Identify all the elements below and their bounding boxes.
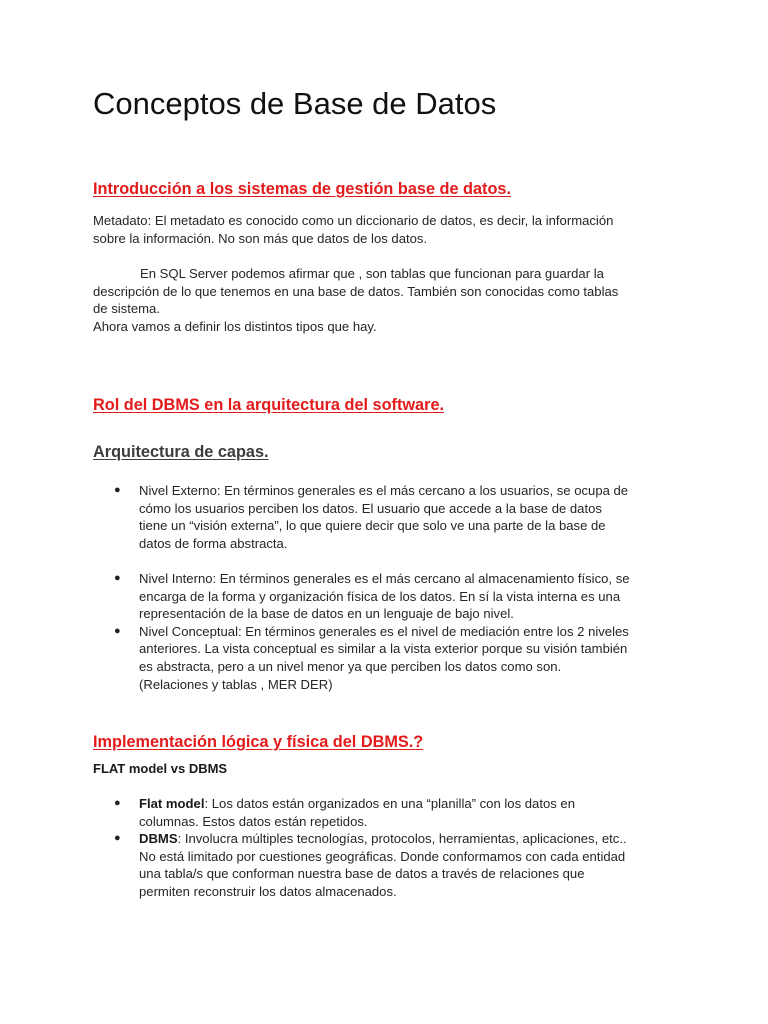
subheading-arquitectura-capas: Arquitectura de capas. — [93, 443, 269, 461]
list-item-line: (Relaciones y tablas , MER DER) — [139, 676, 333, 692]
term-flat-model: Flat model — [139, 796, 205, 811]
list-item-line: anteriores. La vista conceptual es similar a la vista exterior porque su visión también — [139, 641, 628, 657]
section-heading-implementacion: Implementación lógica y física del DBMS.? — [93, 733, 424, 751]
document-title: Conceptos de Base de Datos — [93, 86, 497, 121]
intro-paragraph-sqlserver — [93, 265, 673, 335]
term-description: : Los datos están organizados en una “planilla” con los datos en — [204, 796, 575, 811]
list-item-line — [139, 795, 683, 813]
list-item-line: columnas. Estos datos están repetidos. — [139, 813, 368, 829]
list-item-line: tiene un “visión externa”, lo que quiere decir que solo ve una parte de la base de — [139, 518, 606, 534]
list-item-line: cómo los usuarios perciben los datos. El usuario que accede a la base de datos — [139, 500, 602, 516]
term-dbms: DBMS — [139, 831, 178, 847]
list-item-line: una tabla/s que conforman nuestra base de datos a través de relaciones que — [139, 866, 585, 882]
list-item-line: Nivel Interno: En términos generales es el más cercano al almacenamiento físico, se — [139, 570, 630, 586]
list-item-dbms — [93, 830, 683, 900]
list-item-line: Nivel Conceptual: En términos generales es el nivel de mediación entre los 2 niveles — [139, 623, 629, 639]
list-item-line: representación de la base de datos en un lenguaje de bajo nivel. — [139, 606, 514, 622]
paragraph-line: Ahora vamos a definir los distintos tipos que hay. — [93, 318, 377, 334]
bullet-icon: ● — [114, 797, 121, 809]
section-heading-rol: Rol del DBMS en la arquitectura del software. — [93, 396, 445, 414]
list-item-line — [139, 830, 683, 848]
list-item-line: encarga de la forma y organización física de los datos. En sí la vista interna es una — [139, 588, 621, 604]
section-heading-intro: Introducción a los sistemas de gestión base de datos. — [93, 180, 511, 198]
list-item-flat-model — [93, 795, 683, 830]
intro-paragraph-metadata — [93, 212, 673, 247]
bullet-icon: ● — [114, 624, 121, 637]
bullet-list-flat-dbms — [93, 795, 683, 901]
label-flat-vs-dbms: FLAT model vs DBMS — [93, 761, 228, 776]
list-item — [93, 570, 683, 623]
bullet-icon: ● — [114, 571, 121, 584]
list-item-line: No está limitado por cuestiones geográficas. Donde conformamos con cada entidad — [139, 848, 626, 864]
paragraph-line: Metadato: El metadato es conocido como un diccionario de datos, es decir, la información — [93, 213, 614, 228]
list-item-line: es abstracta, pero a un nivel menor ya que perciben los datos como son. — [139, 658, 562, 674]
list-spacer — [93, 552, 683, 570]
list-item-line: datos de forma abstracta. — [139, 535, 288, 551]
list-item — [93, 482, 683, 552]
paragraph-line: de sistema. — [93, 301, 160, 317]
term-description: : Involucra múltiples tecnologías, protocolos, herramientas, aplicaciones, etc.. — [177, 831, 627, 847]
bullet-icon: ● — [114, 832, 121, 845]
list-item — [93, 623, 683, 693]
bullet-list-capas — [93, 482, 683, 693]
paragraph-line: descripción de lo que tenemos en una base de datos. También son conocidas como tablas — [93, 283, 619, 299]
list-item-line: permiten reconstruir los datos almacenados. — [139, 883, 397, 899]
paragraph-line: sobre la información. No son más que datos de los datos. — [93, 230, 428, 246]
paragraph-line: En SQL Server podemos afirmar que , son tablas que funcionan para guardar la — [140, 266, 604, 281]
bullet-icon: ● — [114, 484, 121, 496]
list-item-line: Nivel Externo: En términos generales es el más cercano a los usuarios, se ocupa de — [139, 483, 629, 498]
